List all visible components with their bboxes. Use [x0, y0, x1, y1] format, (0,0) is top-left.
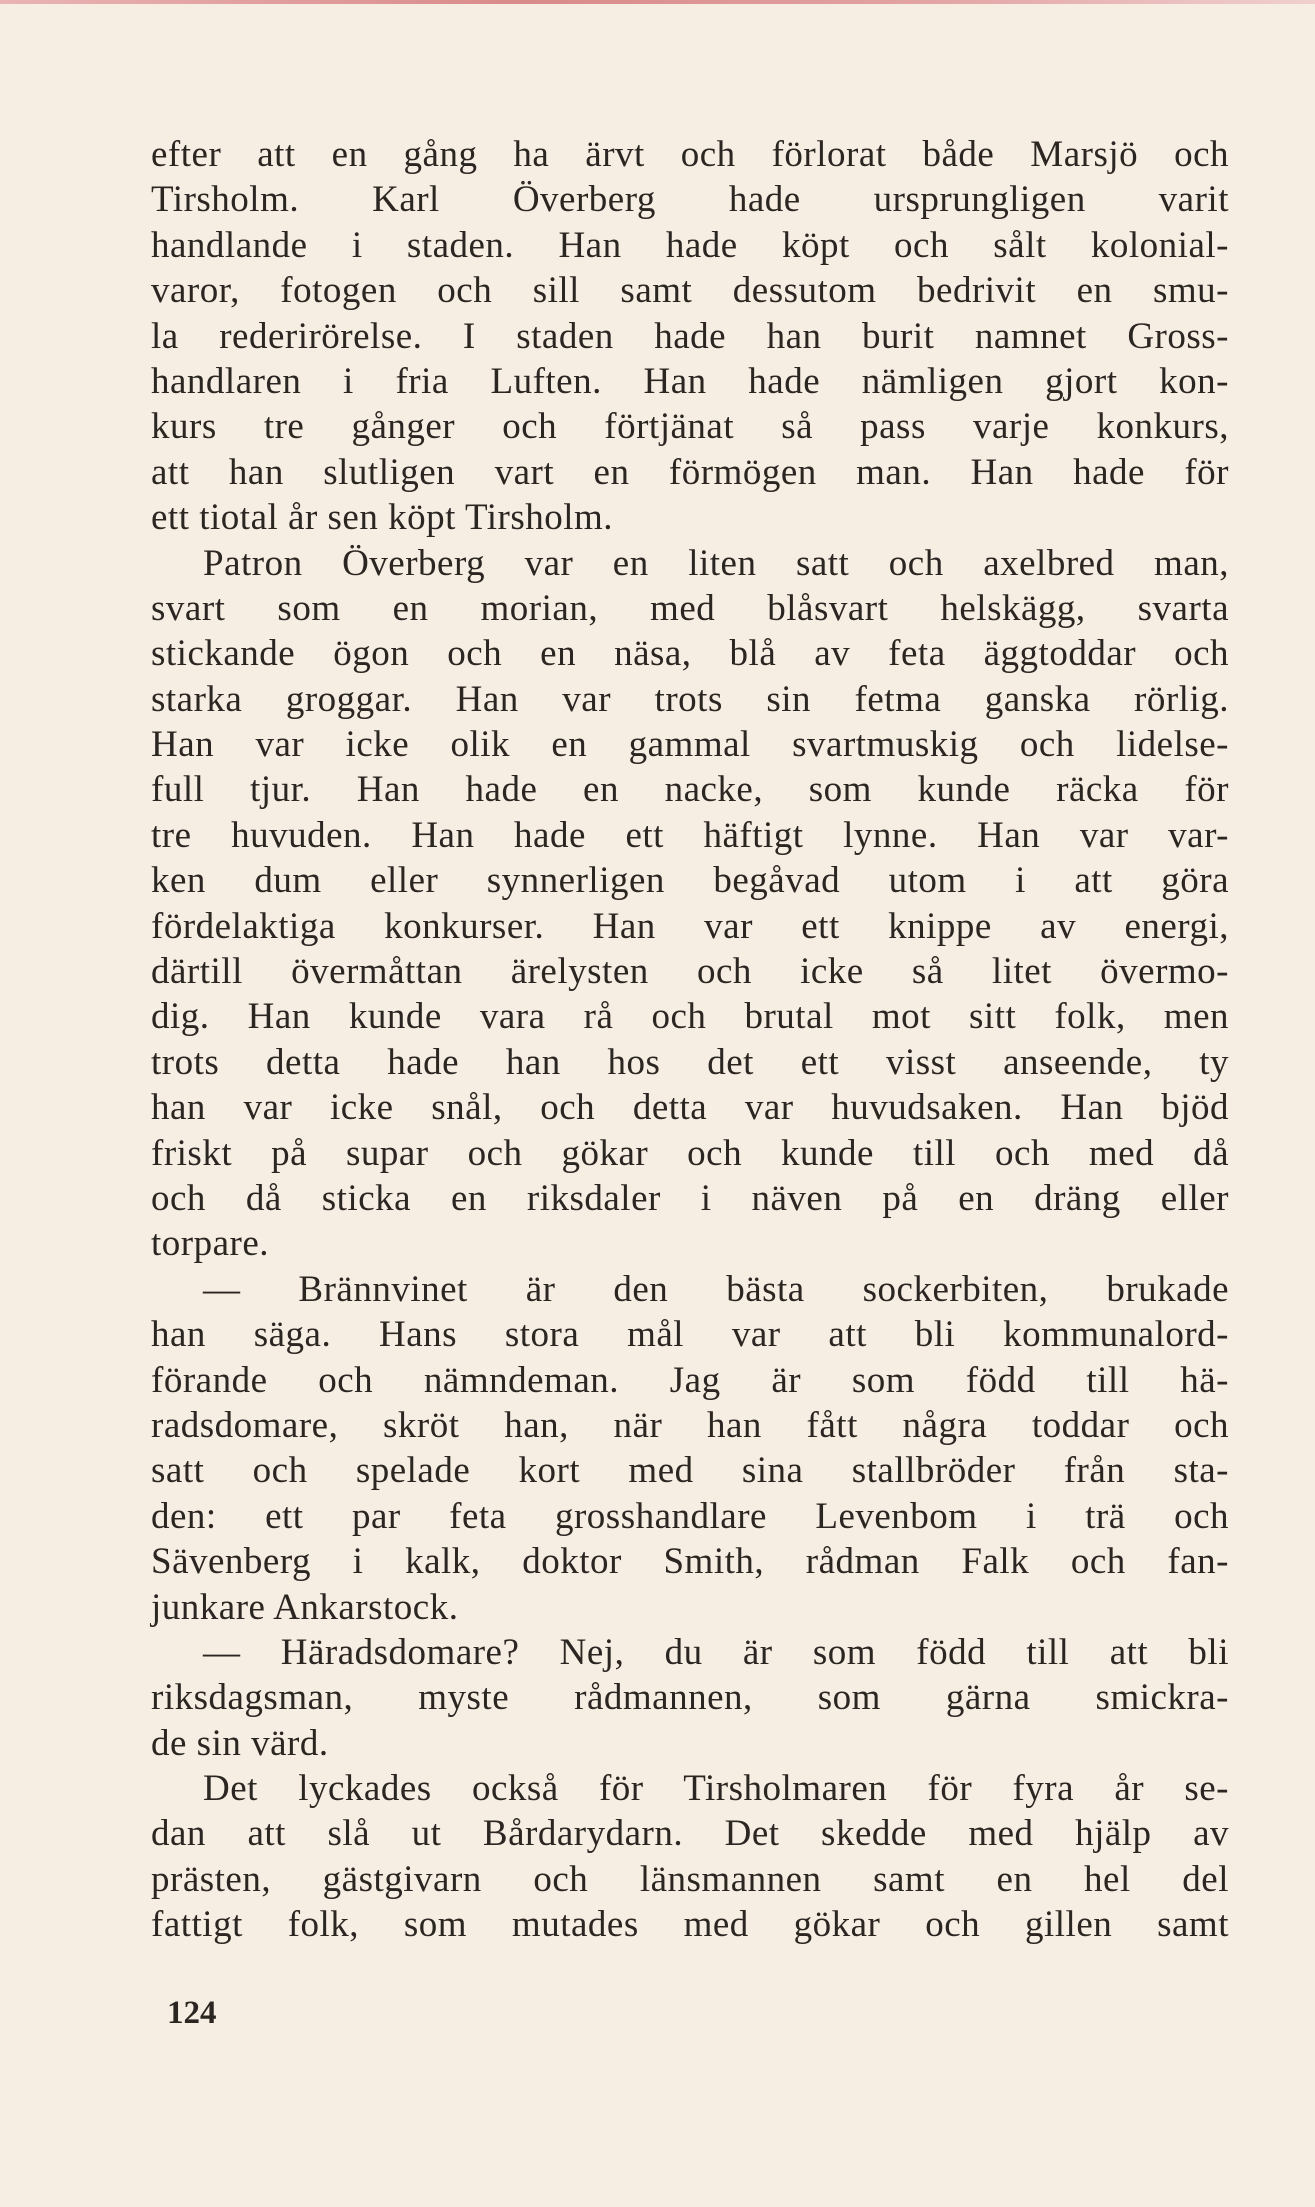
text-line: Det lyckades också för Tirsholmaren för fyra år se- — [203, 1768, 1229, 1810]
text-line: fattigt folk, som mutades med gökar och gillen samt — [151, 1904, 1229, 1946]
page-top-edge — [0, 0, 1315, 4]
text-line: den: ett par feta grosshandlare Levenbom i trä och — [151, 1495, 1229, 1537]
text-line: svart som en morian, med blåsvart helskägg, svarta — [151, 587, 1229, 629]
text-line: tre huvuden. Han hade ett häftigt lynne. Han var var- — [151, 814, 1229, 856]
text-line: prästen, gästgivarn och länsmannen samt en hel del — [151, 1858, 1229, 1900]
text-line: han säga. Hans stora mål var att bli kommunalord- — [151, 1314, 1229, 1356]
text-line: starka groggar. Han var trots sin fetma ganska rörlig. — [151, 678, 1229, 720]
text-line: och då sticka en riksdaler i näven på en dräng eller — [151, 1177, 1229, 1219]
text-line: därtill övermåttan ärelysten och icke så litet övermo- — [151, 951, 1229, 993]
text-line: ett tiotal år sen köpt Tirsholm. — [151, 497, 614, 539]
text-line: riksdagsman, myste rådmannen, som gärna smickra- — [151, 1677, 1229, 1719]
text-line: full tjur. Han hade en nacke, som kunde räcka för — [151, 769, 1229, 811]
text-line: Han var icke olik en gammal svartmuskig och lidelse- — [151, 724, 1229, 766]
text-line: la rederirörelse. I staden hade han burit namnet Gross- — [151, 315, 1229, 357]
text-line: handlande i staden. Han hade köpt och sålt kolonial- — [151, 224, 1229, 266]
text-line: han var icke snål, och detta var huvudsaken. Han bjöd — [151, 1087, 1229, 1129]
text-line: torpare. — [151, 1223, 270, 1265]
text-line: friskt på supar och gökar och kunde till och med då — [151, 1132, 1229, 1174]
text-line: kurs tre gånger och förtjänat så pass varje konkurs, — [151, 406, 1229, 448]
text-line: dig. Han kunde vara rå och brutal mot sitt folk, men — [151, 996, 1229, 1038]
text-line: satt och spelade kort med sina stallbröder från sta- — [151, 1450, 1229, 1492]
text-line: dan att slå ut Bårdarydarn. Det skedde med hjälp av — [151, 1813, 1229, 1855]
text-line: fördelaktiga konkurser. Han var ett knippe av energi, — [151, 905, 1229, 947]
text-line: radsdomare, skröt han, när han fått några toddar och — [151, 1404, 1229, 1446]
text-line: stickande ögon och en näsa, blå av feta äggtoddar och — [151, 633, 1229, 675]
text-line: förande och nämndeman. Jag är som född till hä- — [151, 1359, 1229, 1401]
text-line: junkare Ankarstock. — [151, 1586, 459, 1628]
text-line: att han slutligen vart en förmögen man. Han hade för — [151, 451, 1229, 493]
text-line: efter att en gång ha ärvt och förlorat både Marsjö och — [151, 134, 1229, 175]
text-line: Sävenberg i kalk, doktor Smith, rådman Falk och fan- — [151, 1541, 1229, 1583]
text-line: — Brännvinet är den bästa sockerbiten, brukade — [203, 1268, 1229, 1310]
text-line: varor, fotogen och sill samt dessutom bedrivit en smu- — [151, 270, 1229, 312]
text-line: — Häradsdomare? Nej, du är som född till att bli — [203, 1631, 1229, 1673]
page-body-text — [151, 132, 1229, 1948]
text-line: de sin värd. — [151, 1722, 329, 1764]
text-line: Patron Överberg var en liten satt och axelbred man, — [203, 542, 1229, 584]
text-line: ken dum eller synnerligen begåvad utom i att göra — [151, 860, 1229, 902]
text-line: handlaren i fria Luften. Han hade nämligen gjort kon- — [151, 360, 1229, 402]
text-line: trots detta hade han hos det ett visst anseende, ty — [151, 1041, 1229, 1083]
page-number: 124 — [167, 1995, 217, 2031]
text-line: Tirsholm. Karl Överberg hade ursprungligen varit — [151, 179, 1229, 221]
